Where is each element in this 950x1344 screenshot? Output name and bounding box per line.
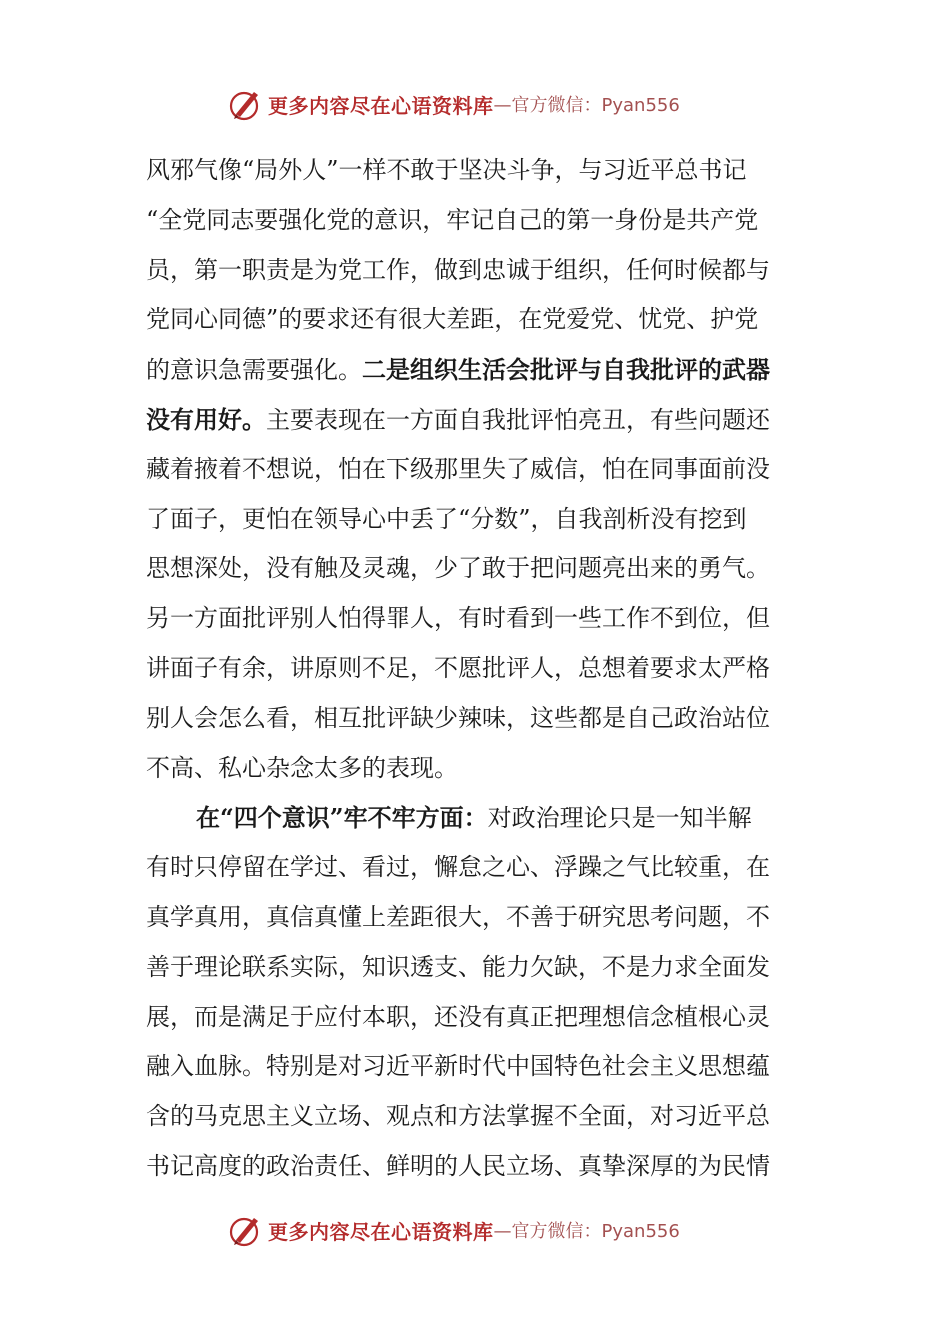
- text-line: 真学真用，真信真懂上差距很大，不善于研究思考问题，不: [146, 902, 770, 931]
- pen-logo-icon: [228, 86, 264, 122]
- text-line: 别人会怎么看，相互批评缺少辣味，这些都是自己政治站位: [146, 703, 770, 732]
- text-line: [146, 793, 806, 843]
- text-line: [146, 345, 806, 395]
- text-line: 有时只停留在学过、看过，懈怠之心、浮躁之气比较重，在: [146, 853, 770, 882]
- text-line: 融入血脉。特别是对习近平新时代中国特色社会主义思想蕴: [146, 1052, 770, 1081]
- bold-heading-run: 没有用好。: [146, 404, 266, 434]
- text-run: 的意识急需要强化。: [146, 356, 362, 385]
- watermark-wechat-text: —官方微信：Pyan556: [493, 1221, 680, 1242]
- text-line: 善于理论联系实际，知识透支、能力欠缺，不是力求全面发: [146, 952, 770, 981]
- text-line: 书记高度的政治责任、鲜明的人民立场、真挚深厚的为民情: [146, 1151, 770, 1180]
- text-line: 党同心同德”的要求还有很大差距，在党爱党、忧党、护党: [146, 305, 759, 334]
- text-line: 另一方面批评别人怕得罪人，有时看到一些工作不到位，但: [146, 604, 770, 633]
- text-line: 不高、私心杂念太多的表现。: [146, 753, 458, 782]
- body-text: [146, 146, 806, 1192]
- bold-heading-run: 在“四个意识”牢不牢方面：: [196, 803, 488, 833]
- text-run: 对政治理论只是一知半解: [487, 804, 752, 833]
- text-line: 风邪气像“局外人”一样不敢于坚决斗争，与习近平总书记: [146, 156, 747, 184]
- text-line: 讲面子有余，讲原则不足，不愿批评人，总想着要求太严格: [146, 653, 770, 682]
- watermark-main-text: 更多内容尽在心语资料库: [268, 93, 494, 118]
- text-line: 了面子，更怕在领导心中丢了“分数”，自我剖析没有挖到: [146, 504, 747, 533]
- text-line: 员，第一职责是为党工作，做到忠诚于组织，任何时候都与: [146, 255, 770, 284]
- text-run: 主要表现在一方面自我批评怕亮丑，有些问题还: [266, 405, 770, 434]
- text-line: [146, 395, 806, 445]
- bold-heading-run: 二是组织生活会批评与自我批评的武器: [362, 355, 770, 385]
- text-line: 展，而是满足于应付本职，还没有真正把理想信念植根心灵: [146, 1002, 770, 1031]
- text-line: 含的马克思主义立场、观点和方法掌握不全面，对习近平总: [146, 1102, 770, 1131]
- watermark-wechat-text: —官方微信：Pyan556: [493, 95, 680, 116]
- watermark-footer: [228, 1210, 718, 1250]
- text-line: 思想深处，没有触及灵魂，少了敢于把问题亮出来的勇气。: [146, 554, 770, 583]
- pen-logo-icon: [228, 1212, 264, 1248]
- text-line: 藏着掖着不想说，怕在下级那里失了威信，怕在同事面前没: [146, 454, 770, 483]
- watermark-main-text: 更多内容尽在心语资料库: [268, 1219, 494, 1244]
- watermark-header: [228, 84, 718, 124]
- text-line: “全党同志要强化党的意识，牢记自己的第一身份是共产党: [146, 205, 759, 234]
